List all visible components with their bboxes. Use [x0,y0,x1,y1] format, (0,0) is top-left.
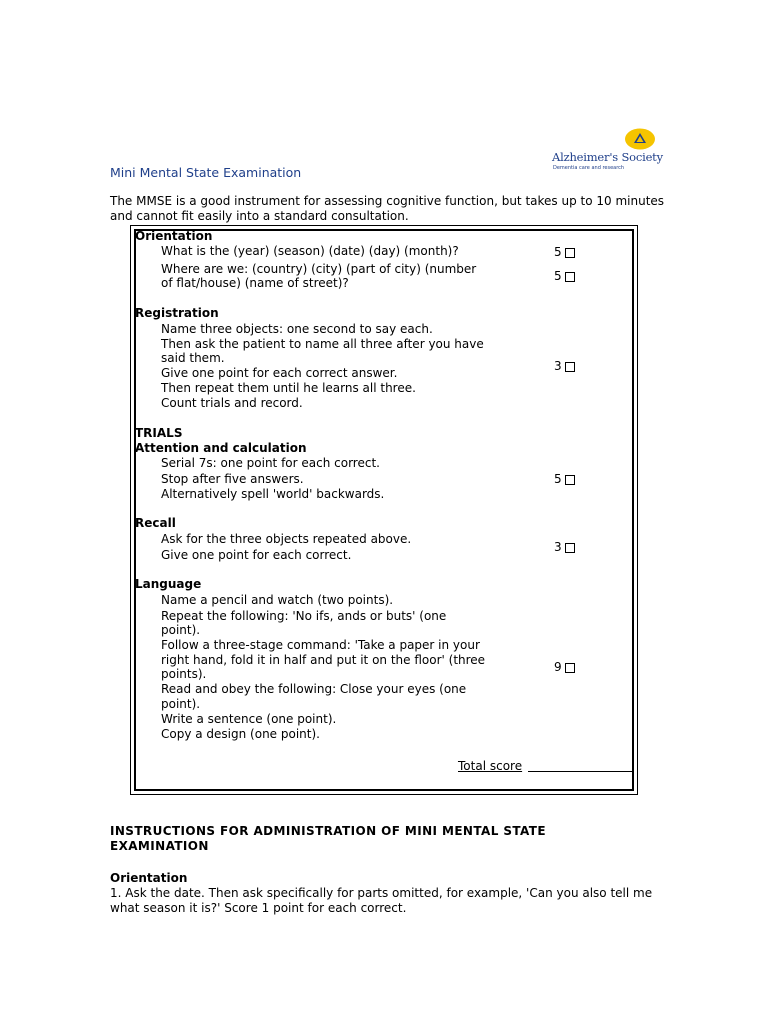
score-checkbox[interactable] [565,272,575,282]
instructions-orientation-heading: Orientation [110,871,188,885]
total-score-line [528,771,634,772]
registration-line: Then ask the patient to name all three after you have [161,337,484,351]
registration-line: Count trials and record. [161,396,303,410]
score-orientation-time [554,245,575,260]
score-value: 3 [554,359,562,373]
attention-line: Alternatively spell 'world' backwards. [161,487,385,501]
language-line: Repeat the following: 'No ifs, ands or buts' (one [161,609,447,623]
section-heading-attention: Attention and calculation [135,441,307,455]
score-registration [554,359,575,374]
language-line: Copy a design (one point). [161,727,320,741]
registration-line: Then repeat them until he learns all three. [161,381,416,395]
registration-line: Give one point for each correct answer. [161,366,398,380]
intro-paragraph: The MMSE is a good instrument for assessing cognitive function, but takes up to 10 minutes and cannot fit easily into a standard consultation. [110,194,665,223]
score-checkbox[interactable] [565,248,575,258]
instructions-heading [110,824,546,854]
score-value: 9 [554,660,562,674]
recall-line: Ask for the three objects repeated above. [161,532,412,546]
instructions-orientation-text: 1. Ask the date. Then ask specifically for parts omitted, for example, 'Can you also tell me what season it is?' Score 1 point for each correct. [110,886,653,915]
recall-line: Give one point for each correct. [161,548,352,562]
instructions-heading-line: EXAMINATION [110,839,209,853]
logo-triangle-icon [624,128,656,150]
total-score-label: Total score [458,759,523,773]
language-line: points). [161,667,207,681]
language-line: Write a sentence (one point). [161,712,337,726]
score-checkbox[interactable] [565,663,575,673]
section-heading-language: Language [135,577,202,591]
language-line: Follow a three-stage command: 'Take a paper in your [161,638,480,652]
instructions-heading-line: INSTRUCTIONS FOR ADMINISTRATION OF MINI MENTAL STATE [110,824,546,838]
score-value: 5 [554,472,562,486]
logo-tagline: Dementia care and research [553,165,625,171]
orientation-line: Where are we: (country) (city) (part of city) (number [161,262,477,276]
section-heading-recall: Recall [135,516,176,530]
language-line: point). [161,697,201,711]
score-checkbox[interactable] [565,475,575,485]
logo-name: Alzheimer's Society [552,150,663,164]
score-checkbox[interactable] [565,362,575,372]
score-value: 5 [554,269,562,283]
attention-line: Serial 7s: one point for each correct. [161,456,380,470]
language-line: Read and obey the following: Close your eyes (one [161,682,467,696]
registration-line: said them. [161,351,225,365]
page-title: Mini Mental State Examination [110,165,302,180]
orientation-line: of flat/house) (name of street)? [161,276,349,290]
score-language [554,660,575,675]
language-line: point). [161,623,201,637]
score-value: 5 [554,245,562,259]
orientation-line: What is the (year) (season) (date) (day) (month)? [161,244,459,258]
alzheimers-society-logo [552,128,662,172]
section-heading-registration: Registration [135,306,219,320]
section-heading-orientation: Orientation [135,229,213,243]
language-line: right hand, fold it in half and put it on the floor' (three [161,653,486,667]
score-attention [554,472,575,487]
score-value: 3 [554,540,562,554]
score-recall [554,540,575,555]
language-line: Name a pencil and watch (two points). [161,593,394,607]
registration-line: Name three objects: one second to say each. [161,322,433,336]
score-orientation-place [554,269,575,284]
attention-line: Stop after five answers. [161,472,304,486]
trials-label: TRIALS [135,426,183,440]
score-checkbox[interactable] [565,543,575,553]
